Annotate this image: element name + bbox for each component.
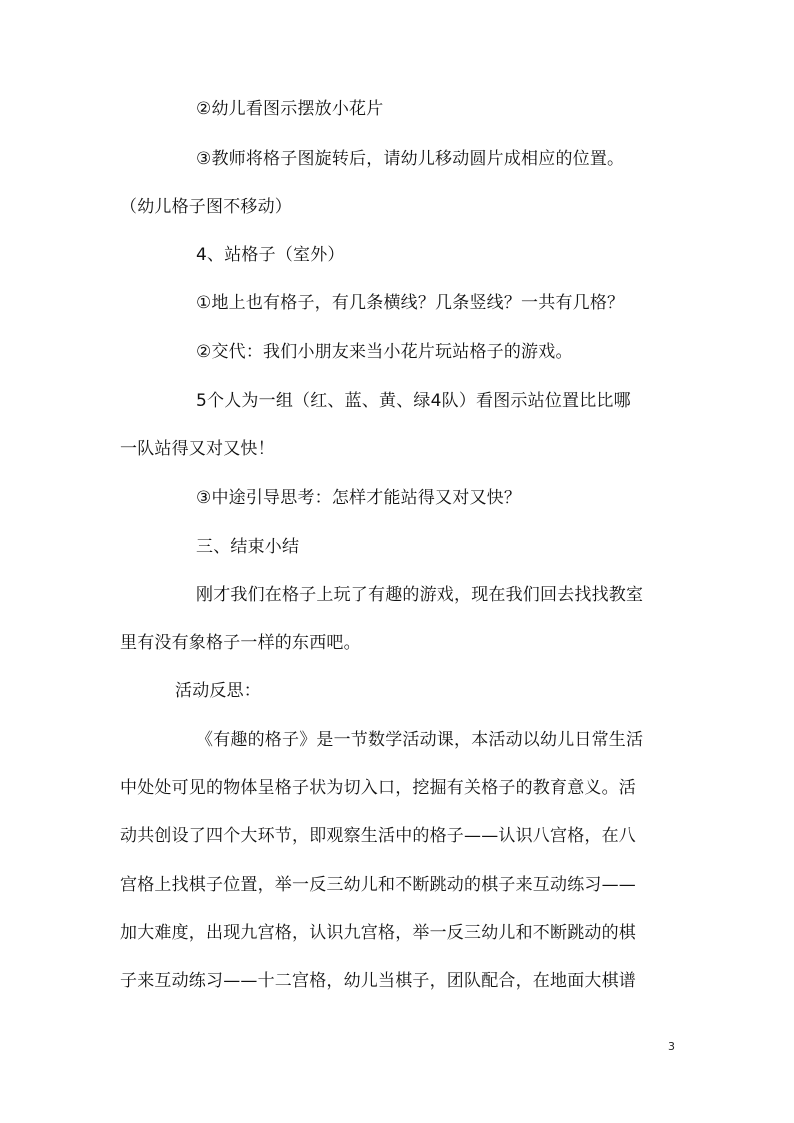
text-line: （幼儿格子图不移动） (120, 197, 292, 217)
text-line: ③教师将格子图旋转后，请幼儿移动圆片成相应的位置。 (196, 149, 625, 169)
text-line: 活动反思： (175, 681, 261, 701)
text-line: 加大难度，出现九宫格，认识九宫格，举一反三幼儿和不断跳动的棋 (120, 923, 636, 943)
text-line: ②交代：我们小朋友来当小花片玩站格子的游戏。 (196, 342, 573, 362)
page-number: 3 (668, 1040, 675, 1053)
text-line: 子来互动练习——十二宫格，幼儿当棋子，团队配合，在地面大棋谱 (120, 971, 636, 991)
text-line: 刚才我们在格子上玩了有趣的游戏，现在我们回去找找教室 (196, 585, 644, 605)
text-line: 《有趣的格子》是一节数学活动课，本活动以幼儿日常生活 (196, 730, 644, 750)
text-line: ②幼儿看图示摆放小花片 (196, 99, 384, 119)
text-line: 5个人为一组（红、蓝、黄、绿4队）看图示站位置比比哪 (196, 391, 631, 411)
text-line: 里有没有象格子一样的东西吧。 (120, 633, 361, 653)
text-line: 中处处可见的物体呈格子状为切入口，挖掘有关格子的教育意义。活 (120, 778, 636, 798)
text-line: 三、结束小结 (196, 537, 300, 557)
text-line: ③中途引导思考：怎样才能站得又对又快？ (196, 488, 522, 508)
text-line: 动共创设了四个大环节，即观察生活中的格子——认识八宫格，在八 (120, 826, 636, 846)
text-line: 4、站格子（室外） (196, 245, 345, 265)
text-line: 宫格上找棋子位置，举一反三幼儿和不断跳动的棋子来互动练习—— (120, 875, 636, 895)
text-line: 一队站得又对又快！ (120, 439, 275, 459)
text-line: ①地上也有格子，有几条横线？几条竖线？一共有几格？ (196, 293, 625, 313)
